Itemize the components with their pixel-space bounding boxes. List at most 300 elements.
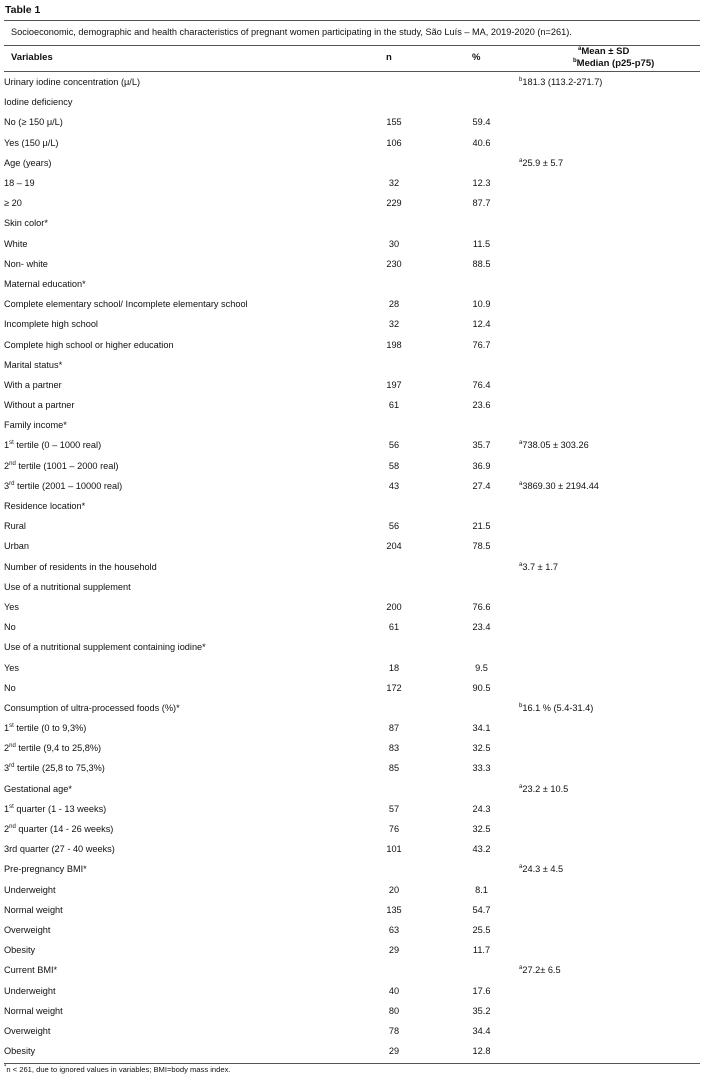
- percent-cell: 35.2: [472, 1005, 491, 1016]
- count-cell: 28: [388, 299, 400, 310]
- count-cell: 135: [386, 904, 402, 915]
- statistic-value: 738.05 ± 303.26: [522, 440, 589, 451]
- ordinal-number: 2: [4, 743, 10, 754]
- count-cell: 204: [386, 541, 402, 552]
- variable-label: Residence location*: [4, 501, 86, 512]
- table-row: [4, 193, 700, 213]
- table-row: [4, 637, 700, 657]
- count-cell: 230: [386, 258, 402, 269]
- count-cell: 32: [388, 319, 400, 330]
- percent-cell: 76.7: [472, 339, 491, 350]
- statistic-marker: a: [519, 783, 523, 790]
- percent-cell: 23.4: [472, 622, 491, 633]
- statistic-marker: a: [519, 864, 523, 871]
- count-cell: [344, 557, 444, 577]
- statistic-cell: [519, 234, 700, 254]
- table-row: [4, 577, 700, 597]
- count-cell: 29: [388, 945, 400, 956]
- category-label: [4, 819, 344, 839]
- statistic-cell: [519, 536, 700, 556]
- table-row: [4, 1041, 700, 1061]
- top-rule: [4, 20, 700, 21]
- percent-cell: 76.4: [472, 379, 491, 390]
- category-label: Urban: [4, 541, 30, 552]
- table-row: [4, 980, 700, 1000]
- variable-label: Number of residents in the household: [4, 561, 157, 572]
- statistic-cell: [519, 375, 700, 395]
- statistic-cell: [519, 758, 700, 778]
- percent-cell: [444, 496, 519, 516]
- statistic-cell: [519, 173, 700, 193]
- category-label: [4, 435, 344, 455]
- table-row: [4, 72, 700, 92]
- percent-cell: [444, 637, 519, 657]
- category-label: Non- white: [4, 258, 48, 269]
- count-cell: 57: [388, 803, 400, 814]
- table-row: [4, 496, 700, 516]
- percent-cell: 33.3: [472, 763, 491, 774]
- table-row: [4, 234, 700, 254]
- variable-label: Maternal education*: [4, 278, 86, 289]
- label-text: quarter (1 - 13 weeks): [13, 803, 107, 814]
- table-row: [4, 779, 700, 799]
- statistic-cell: [519, 496, 700, 516]
- statistic-cell: [519, 395, 700, 415]
- count-cell: 87: [388, 723, 400, 734]
- percent-cell: [444, 213, 519, 233]
- statistic-cell: [519, 456, 700, 476]
- ordinal-number: 3: [4, 763, 10, 774]
- count-cell: 106: [386, 137, 402, 148]
- table-row: [4, 657, 700, 677]
- table-row: [4, 274, 700, 294]
- count-cell: 32: [388, 178, 400, 189]
- count-cell: 43: [388, 480, 400, 491]
- statistic-cell: [519, 799, 700, 819]
- category-label: [4, 799, 344, 819]
- ordinal-number: 1: [4, 803, 10, 814]
- count-cell: [344, 637, 444, 657]
- count-cell: 56: [388, 440, 400, 451]
- statistic-cell: [519, 314, 700, 334]
- statistic-marker: b: [519, 702, 523, 709]
- statistic-cell: [519, 880, 700, 900]
- data-table: [4, 72, 700, 1061]
- statistic-cell: [519, 516, 700, 536]
- table-bottom-rule: [4, 1063, 700, 1064]
- percent-cell: 32.5: [472, 743, 491, 754]
- percent-cell: 54.7: [472, 904, 491, 915]
- count-cell: [344, 960, 444, 980]
- statistic-cell: [519, 859, 700, 879]
- ordinal-suffix: nd: [9, 460, 16, 467]
- ordinal-number: 2: [4, 460, 10, 471]
- percent-cell: 87.7: [472, 198, 491, 209]
- statistic-value: 181.3 (113.2-271.7): [522, 77, 603, 88]
- percent-cell: 32.5: [472, 824, 491, 835]
- table-row: [4, 839, 700, 859]
- count-cell: 80: [388, 1005, 400, 1016]
- category-label: No: [4, 622, 16, 633]
- header-stat-mean-label: Mean ± SD: [581, 46, 630, 57]
- statistic-cell: [519, 72, 700, 92]
- table-row: [4, 92, 700, 112]
- percent-cell: 12.8: [472, 1046, 491, 1057]
- count-cell: 61: [388, 622, 400, 633]
- table-row: [4, 435, 700, 455]
- percent-cell: 12.3: [472, 178, 491, 189]
- count-cell: [344, 72, 444, 92]
- variable-label: Urinary iodine concentration (μ/L): [4, 77, 141, 88]
- table-row: [4, 678, 700, 698]
- statistic-cell: [519, 254, 700, 274]
- count-cell: 197: [386, 379, 402, 390]
- category-label: [4, 738, 344, 758]
- statistic-value: 25.9 ± 5.7: [522, 157, 564, 168]
- footnote: [4, 1065, 231, 1074]
- table-row: [4, 536, 700, 556]
- statistic-cell: [519, 1001, 700, 1021]
- category-label: Underweight: [4, 884, 56, 895]
- count-cell: 76: [388, 824, 400, 835]
- table-row: [4, 314, 700, 334]
- table-row: [4, 738, 700, 758]
- count-cell: 56: [388, 521, 400, 532]
- percent-cell: 9.5: [475, 662, 488, 673]
- count-cell: 58: [388, 460, 400, 471]
- category-label: ≥ 20: [4, 198, 22, 209]
- table-row: [4, 375, 700, 395]
- footnote-text: n < 261, due to ignored values in variables; BMI=body mass index.: [6, 1065, 231, 1074]
- percent-cell: [444, 355, 519, 375]
- count-cell: 200: [386, 601, 402, 612]
- statistic-cell: [519, 193, 700, 213]
- percent-cell: [444, 859, 519, 879]
- category-label: [4, 476, 344, 496]
- variable-label: Use of a nutritional supplement: [4, 581, 131, 592]
- category-label: Yes: [4, 601, 19, 612]
- table-row: [4, 758, 700, 778]
- table-row: [4, 476, 700, 496]
- percent-cell: 35.7: [472, 440, 491, 451]
- statistic-cell: [519, 435, 700, 455]
- percent-cell: 25.5: [472, 924, 491, 935]
- count-cell: 155: [386, 117, 402, 128]
- count-cell: 83: [388, 743, 400, 754]
- table-row: [4, 153, 700, 173]
- percent-cell: [444, 72, 519, 92]
- statistic-cell: [519, 940, 700, 960]
- header-stat-mean: [578, 46, 629, 57]
- table-row: [4, 133, 700, 153]
- percent-cell: 17.6: [472, 985, 491, 996]
- table-row: [4, 799, 700, 819]
- percent-cell: 11.7: [472, 945, 491, 956]
- label-text: tertile (0 to 9,3%): [13, 723, 87, 734]
- statistic-cell: [519, 213, 700, 233]
- category-label: [4, 456, 344, 476]
- percent-cell: [444, 577, 519, 597]
- label-text: quarter (14 - 26 weeks): [15, 824, 114, 835]
- table-row: [4, 940, 700, 960]
- table-row: [4, 880, 700, 900]
- variable-label: Skin color*: [4, 218, 48, 229]
- percent-cell: [444, 415, 519, 435]
- statistic-cell: [519, 980, 700, 1000]
- statistic-cell: [519, 960, 700, 980]
- percent-cell: 59.4: [472, 117, 491, 128]
- statistic-marker: a: [519, 480, 523, 487]
- count-cell: [344, 355, 444, 375]
- count-cell: 61: [388, 400, 400, 411]
- category-label: Overweight: [4, 924, 51, 935]
- statistic-cell: [519, 476, 700, 496]
- category-label: Rural: [4, 521, 26, 532]
- table-row: [4, 213, 700, 233]
- variable-label: Use of a nutritional supplement containing iodine*: [4, 642, 206, 653]
- header-n: n: [386, 52, 392, 63]
- percent-cell: 8.1: [475, 884, 488, 895]
- label-text: tertile (0 – 1000 real): [13, 440, 102, 451]
- label-text: tertile (1001 – 2000 real): [15, 460, 119, 471]
- statistic-cell: [519, 334, 700, 354]
- percent-cell: [444, 960, 519, 980]
- table-row: [4, 516, 700, 536]
- table-row: [4, 1001, 700, 1021]
- statistic-marker: a: [519, 440, 523, 447]
- table-row: [4, 355, 700, 375]
- statistic-cell: [519, 92, 700, 112]
- statistic-cell: [519, 415, 700, 435]
- statistic-value: 3869.30 ± 2194.44: [522, 480, 599, 491]
- percent-cell: 23.6: [472, 400, 491, 411]
- count-cell: 78: [388, 1025, 400, 1036]
- ordinal-suffix: st: [9, 440, 14, 447]
- percent-cell: 36.9: [472, 460, 491, 471]
- table-row: [4, 718, 700, 738]
- count-cell: 20: [388, 884, 400, 895]
- label-text: tertile (9,4 to 25,8%): [15, 743, 102, 754]
- category-label: Yes (150 μ/L): [4, 137, 59, 148]
- category-label: [4, 758, 344, 778]
- table-row: [4, 920, 700, 940]
- count-cell: [344, 496, 444, 516]
- statistic-value: 3.7 ± 1.7: [522, 561, 559, 572]
- header-percent: %: [472, 52, 481, 63]
- header-stat-mean-marker: a: [578, 45, 582, 52]
- percent-cell: 21.5: [472, 521, 491, 532]
- table-row: [4, 960, 700, 980]
- statistic-cell: [519, 657, 700, 677]
- statistic-cell: [519, 617, 700, 637]
- table-label: Table 1: [5, 4, 41, 16]
- percent-cell: 34.1: [472, 723, 491, 734]
- statistic-value: 24.3 ± 4.5: [522, 864, 564, 875]
- variable-label: Consumption of ultra-processed foods (%)*: [4, 702, 180, 713]
- ordinal-suffix: rd: [9, 763, 15, 770]
- percent-cell: 90.5: [472, 682, 491, 693]
- category-label: 18 – 19: [4, 178, 35, 189]
- label-text: tertile (25,8 to 75,3%): [14, 763, 105, 774]
- header-stat-median-label: Median (p25-p75): [576, 58, 655, 69]
- percent-cell: [444, 698, 519, 718]
- ordinal-number: 3: [4, 480, 10, 491]
- statistic-cell: [519, 678, 700, 698]
- category-label: Without a partner: [4, 400, 75, 411]
- statistic-marker: a: [519, 965, 523, 972]
- header-variables: Variables: [11, 52, 53, 63]
- table-row: [4, 617, 700, 637]
- statistic-value: 23.2 ± 10.5: [522, 783, 569, 794]
- ordinal-number: 2: [4, 824, 10, 835]
- table-row: [4, 395, 700, 415]
- ordinal-suffix: rd: [9, 480, 15, 487]
- count-cell: [344, 92, 444, 112]
- category-label: With a partner: [4, 379, 62, 390]
- statistic-cell: [519, 698, 700, 718]
- percent-cell: 12.4: [472, 319, 491, 330]
- table-row: [4, 698, 700, 718]
- variable-label: Pre-pregnancy BMI*: [4, 864, 87, 875]
- statistic-cell: [519, 900, 700, 920]
- statistic-marker: b: [519, 77, 523, 84]
- variable-label: Marital status*: [4, 359, 63, 370]
- count-cell: 229: [386, 198, 402, 209]
- category-label: [4, 718, 344, 738]
- statistic-cell: [519, 637, 700, 657]
- table-row: [4, 294, 700, 314]
- statistic-cell: [519, 274, 700, 294]
- ordinal-suffix: nd: [9, 743, 16, 750]
- percent-cell: 40.6: [472, 137, 491, 148]
- ordinal-suffix: nd: [9, 823, 16, 830]
- percent-cell: 88.5: [472, 258, 491, 269]
- table-row: [4, 900, 700, 920]
- label-text: tertile (2001 – 10000 real): [14, 480, 123, 491]
- percent-cell: [444, 557, 519, 577]
- count-cell: 172: [386, 682, 402, 693]
- table-row: [4, 859, 700, 879]
- header-stat-median-marker: b: [573, 57, 577, 64]
- category-label: Underweight: [4, 985, 56, 996]
- statistic-cell: [519, 839, 700, 859]
- category-label: No (≥ 150 μ/L): [4, 117, 63, 128]
- statistic-cell: [519, 112, 700, 132]
- statistic-cell: [519, 1041, 700, 1061]
- count-cell: [344, 415, 444, 435]
- variable-label: Current BMI*: [4, 965, 58, 976]
- table-row: [4, 456, 700, 476]
- category-label: No: [4, 682, 16, 693]
- percent-cell: 43.2: [472, 844, 491, 855]
- count-cell: [344, 213, 444, 233]
- statistic-cell: [519, 577, 700, 597]
- table-caption: Socioeconomic, demographic and health characteristics of pregnant women participating in the study, São Luís – MA, 2019-2020 (n=261).: [11, 27, 572, 37]
- table-row: [4, 1021, 700, 1041]
- ordinal-suffix: st: [9, 803, 14, 810]
- count-cell: [344, 698, 444, 718]
- statistic-cell: [519, 819, 700, 839]
- percent-cell: 78.5: [472, 541, 491, 552]
- statistic-cell: [519, 738, 700, 758]
- statistic-cell: [519, 779, 700, 799]
- ordinal-suffix: st: [9, 723, 14, 730]
- percent-cell: 27.4: [472, 480, 491, 491]
- statistic-cell: [519, 1021, 700, 1041]
- percent-cell: [444, 92, 519, 112]
- statistic-marker: a: [519, 561, 523, 568]
- variable-label: Age (years): [4, 157, 52, 168]
- category-label: Overweight: [4, 1025, 51, 1036]
- statistic-value: 27.2± 6.5: [522, 965, 561, 976]
- variable-label: Family income*: [4, 420, 67, 431]
- statistic-cell: [519, 294, 700, 314]
- footnote-marker: *: [4, 1064, 7, 1071]
- category-label: 3rd quarter (27 - 40 weeks): [4, 844, 115, 855]
- percent-cell: [444, 153, 519, 173]
- percent-cell: [444, 274, 519, 294]
- statistic-marker: a: [519, 157, 523, 164]
- category-label: Incomplete high school: [4, 319, 98, 330]
- count-cell: [344, 153, 444, 173]
- statistic-value: 16.1 % (5.4-31.4): [522, 702, 594, 713]
- count-cell: 18: [388, 662, 400, 673]
- table-row: [4, 415, 700, 435]
- percent-cell: 76.6: [472, 601, 491, 612]
- category-label: Obesity: [4, 1046, 36, 1057]
- count-cell: 198: [386, 339, 402, 350]
- statistic-cell: [519, 133, 700, 153]
- statistic-cell: [519, 718, 700, 738]
- variable-label: Gestational age*: [4, 783, 72, 794]
- percent-cell: 24.3: [472, 803, 491, 814]
- statistic-cell: [519, 557, 700, 577]
- header-stat-median: [573, 58, 654, 69]
- percent-cell: 10.9: [472, 299, 491, 310]
- statistic-cell: [519, 355, 700, 375]
- percent-cell: 11.5: [472, 238, 491, 249]
- count-cell: 85: [388, 763, 400, 774]
- category-label: White: [4, 238, 28, 249]
- table-row: [4, 173, 700, 193]
- category-label: Normal weight: [4, 904, 63, 915]
- count-cell: [344, 577, 444, 597]
- statistic-cell: [519, 920, 700, 940]
- count-cell: 30: [388, 238, 400, 249]
- category-label: Yes: [4, 662, 19, 673]
- table-row: [4, 819, 700, 839]
- statistic-cell: [519, 597, 700, 617]
- category-label: Obesity: [4, 945, 36, 956]
- count-cell: 101: [386, 844, 402, 855]
- percent-cell: 34.4: [472, 1025, 491, 1036]
- count-cell: 29: [388, 1046, 400, 1057]
- count-cell: [344, 274, 444, 294]
- table-row: [4, 557, 700, 577]
- ordinal-number: 1: [4, 440, 10, 451]
- table-row: [4, 597, 700, 617]
- category-label: Complete elementary school/ Incomplete elementary school: [4, 299, 248, 310]
- table-body: [4, 72, 700, 1061]
- category-label: Normal weight: [4, 1005, 63, 1016]
- percent-cell: [444, 779, 519, 799]
- count-cell: 40: [388, 985, 400, 996]
- variable-label: Iodine deficiency: [4, 97, 73, 108]
- table-row: [4, 112, 700, 132]
- ordinal-number: 1: [4, 723, 10, 734]
- count-cell: [344, 859, 444, 879]
- category-label: Complete high school or higher education: [4, 339, 174, 350]
